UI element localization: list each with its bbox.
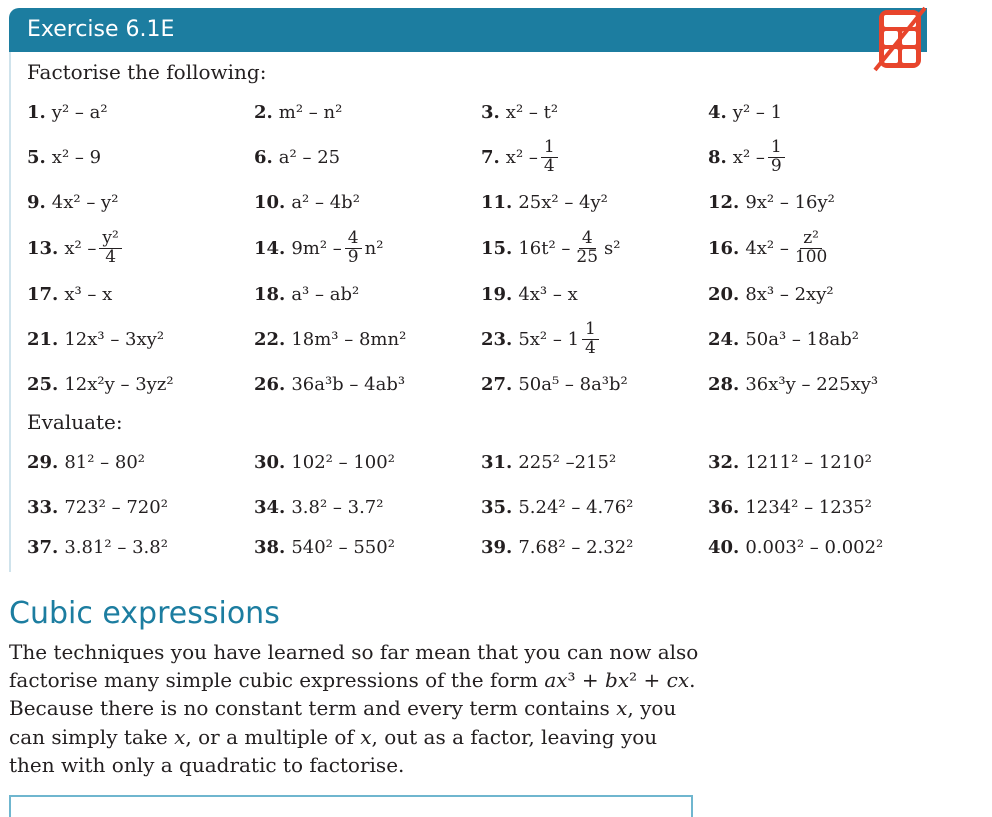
exercise-item	[254, 133, 340, 181]
exercise-expression: 540² – 550²	[291, 536, 395, 558]
instruction-evaluate: Evaluate:	[27, 410, 123, 434]
exercise-item	[708, 88, 782, 136]
exercise-item	[708, 178, 835, 226]
exercise-item	[481, 133, 561, 181]
exercise-item	[27, 523, 168, 571]
exercise-item	[27, 270, 112, 318]
exercise-expression: 3.8² – 3.7²	[291, 496, 384, 518]
exercise-number: 4.	[708, 101, 727, 123]
exercise-number: 14.	[254, 237, 286, 259]
fraction-denominator: 4	[105, 246, 117, 267]
exercise-number: 22.	[254, 328, 286, 350]
exercise-number: 30.	[254, 451, 286, 473]
exercise-expression: 18m³ – 8mn²	[291, 328, 407, 350]
exercise-item	[708, 270, 834, 318]
exercise-number: 18.	[254, 283, 286, 305]
fraction-denominator: 4	[585, 337, 596, 358]
exercise-expression: a³ – ab²	[291, 283, 360, 305]
fraction	[792, 227, 830, 267]
exercise-expression: 225² –215²	[518, 451, 617, 473]
exercise-expression: 50a⁵ – 8a³b²	[518, 373, 628, 395]
exercise-expression: a² – 4b²	[291, 191, 360, 213]
section-paragraph: The techniques you have learned so far mean that you can now also factorise many simple cubic expressions of the form ax³ + bx² + cx. Because there is no constant term and every term contains x, you can simply take x, or a multiple of x, out as a factor, leaving you then with only a quadratic to factorise.	[9, 640, 699, 777]
exercise-item	[27, 133, 101, 181]
exercise-expression: 12x³ – 3xy²	[64, 328, 165, 350]
fraction-denominator: 9	[770, 155, 782, 176]
fraction	[345, 227, 362, 267]
exercise-number: 8.	[708, 146, 727, 168]
instruction-factorise: Factorise the following:	[27, 60, 267, 84]
exercise-expression: 9x² – 16y²	[745, 191, 835, 213]
exercise-item	[27, 88, 108, 136]
exercise-item	[708, 224, 833, 272]
section-heading: Cubic expressions	[9, 596, 280, 631]
exercise-number: 27.	[481, 373, 513, 395]
exercise-item	[27, 178, 118, 226]
exercise-expression: 36a³b – 4ab³	[291, 373, 406, 395]
exercise-number: 2.	[254, 101, 273, 123]
exercise-expression: 5.24² – 4.76²	[518, 496, 634, 518]
fraction-numerator: 4	[579, 230, 596, 249]
exercise-expression: 4x² – y²	[51, 191, 119, 213]
exercise-number: 6.	[254, 146, 273, 168]
exercise-number: 40.	[708, 536, 740, 558]
exercise-item	[27, 224, 125, 272]
exercise-expression: x³ – x	[64, 283, 113, 305]
fraction	[99, 227, 121, 267]
exercise-expression: 36x³y – 225xy³	[745, 373, 879, 395]
exercise-item	[708, 438, 872, 486]
exercise-expression: x² – t²	[505, 101, 559, 123]
exercise-expression-tail: s²	[604, 237, 621, 259]
exercise-expression: 7.68² – 2.32²	[518, 536, 634, 558]
exercise-number: 5.	[27, 146, 46, 168]
exercise-item	[254, 224, 383, 272]
exercise-expression: x² – 9	[51, 146, 102, 168]
exercise-number: 34.	[254, 496, 286, 518]
fraction-numerator: 1	[541, 139, 558, 158]
exercise-item	[254, 270, 359, 318]
exercise-expression: 0.003² – 0.002²	[745, 536, 884, 558]
exercise-expression: 4x² –	[745, 237, 789, 259]
exercise-expression: 25x² – 4y²	[518, 191, 608, 213]
exercise-expression: 1234² – 1235²	[745, 496, 872, 518]
fraction-denominator: 100	[794, 246, 828, 267]
exercise-item	[708, 133, 788, 181]
exercise-expression: 12x²y – 3yz²	[64, 373, 174, 395]
exercise-expression: 16t² –	[518, 237, 571, 259]
fraction	[768, 136, 785, 176]
exercise-item	[27, 360, 174, 408]
exercise-expression: 5x² – 1	[518, 328, 580, 350]
exercise-number: 21.	[27, 328, 59, 350]
exercise-expression: 723² – 720²	[64, 496, 168, 518]
exercise-number: 29.	[27, 451, 59, 473]
exercise-number: 1.	[27, 101, 46, 123]
exercise-expression: x² –	[64, 237, 97, 259]
exercise-item	[27, 438, 145, 486]
exercise-number: 10.	[254, 191, 286, 213]
exercise-expression: 8x³ – 2xy²	[745, 283, 834, 305]
exercise-expression: a² – 25	[278, 146, 341, 168]
fraction-denominator: 25	[576, 246, 599, 267]
exercise-item	[254, 178, 360, 226]
exercise-number: 25.	[27, 373, 59, 395]
exercise-expression: y² – a²	[51, 101, 108, 123]
exercise-item	[254, 438, 395, 486]
exercise-number: 38.	[254, 536, 286, 558]
exercise-expression: 3.81² – 3.8²	[64, 536, 168, 558]
exercise-item	[481, 360, 628, 408]
exercise-item	[254, 88, 342, 136]
exercise-number: 20.	[708, 283, 740, 305]
fraction-numerator: 1	[582, 321, 599, 340]
exercise-item	[481, 315, 602, 363]
no-calculator-icon	[871, 4, 929, 74]
exercise-number: 31.	[481, 451, 513, 473]
exercise-number: 36.	[708, 496, 740, 518]
fraction	[573, 227, 601, 267]
exercise-item	[254, 523, 395, 571]
fraction-numerator: y²	[99, 230, 121, 249]
exercise-number: 12.	[708, 191, 740, 213]
fraction-numerator: 4	[345, 230, 362, 249]
exercise-item	[708, 523, 883, 571]
exercise-item	[481, 88, 558, 136]
fraction-denominator: 9	[347, 246, 359, 267]
exercise-number: 15.	[481, 237, 513, 259]
exercise-number: 11.	[481, 191, 513, 213]
exercise-banner	[9, 8, 927, 52]
exercise-expression: y² – 1	[732, 101, 783, 123]
exercise-number: 19.	[481, 283, 513, 305]
exercise-number: 37.	[27, 536, 59, 558]
exercise-expression: 4x³ – x	[518, 283, 578, 305]
exercise-item	[27, 315, 164, 363]
exercise-item	[481, 270, 578, 318]
exercise-expression: 102² – 100²	[291, 451, 395, 473]
exercise-item	[254, 360, 405, 408]
exercise-expression-tail: n²	[364, 237, 384, 259]
exercise-expression: m² – n²	[278, 101, 343, 123]
exercise-expression: 1211² – 1210²	[745, 451, 872, 473]
exercise-item	[481, 224, 621, 272]
exercise-number: 28.	[708, 373, 740, 395]
fraction-denominator: 4	[543, 155, 555, 176]
exercise-number: 24.	[708, 328, 740, 350]
exercise-expression: x² –	[505, 146, 538, 168]
exercise-title: Exercise 6.1E	[27, 17, 175, 42]
exercise-number: 33.	[27, 496, 59, 518]
exercise-border	[9, 52, 11, 572]
exercise-number: 35.	[481, 496, 513, 518]
exercise-item	[708, 360, 878, 408]
exercise-number: 32.	[708, 451, 740, 473]
bottom-box	[9, 795, 693, 817]
fraction	[541, 136, 558, 176]
exercise-item	[481, 438, 616, 486]
exercise-number: 26.	[254, 373, 286, 395]
exercise-number: 23.	[481, 328, 513, 350]
exercise-item	[481, 178, 608, 226]
fraction	[582, 318, 599, 358]
fraction-numerator: 1	[768, 139, 785, 158]
exercise-number: 3.	[481, 101, 500, 123]
exercise-item	[254, 315, 406, 363]
exercise-expression: 50a³ – 18ab²	[745, 328, 859, 350]
exercise-item	[481, 523, 633, 571]
exercise-number: 16.	[708, 237, 740, 259]
exercise-expression: 9m² –	[291, 237, 342, 259]
exercise-number: 7.	[481, 146, 500, 168]
exercise-expression: 81² – 80²	[64, 451, 146, 473]
exercise-expression: x² –	[732, 146, 765, 168]
exercise-number: 13.	[27, 237, 59, 259]
exercise-number: 39.	[481, 536, 513, 558]
exercise-item	[708, 315, 859, 363]
fraction-numerator: z²	[800, 230, 822, 249]
exercise-number: 9.	[27, 191, 46, 213]
exercise-number: 17.	[27, 283, 59, 305]
